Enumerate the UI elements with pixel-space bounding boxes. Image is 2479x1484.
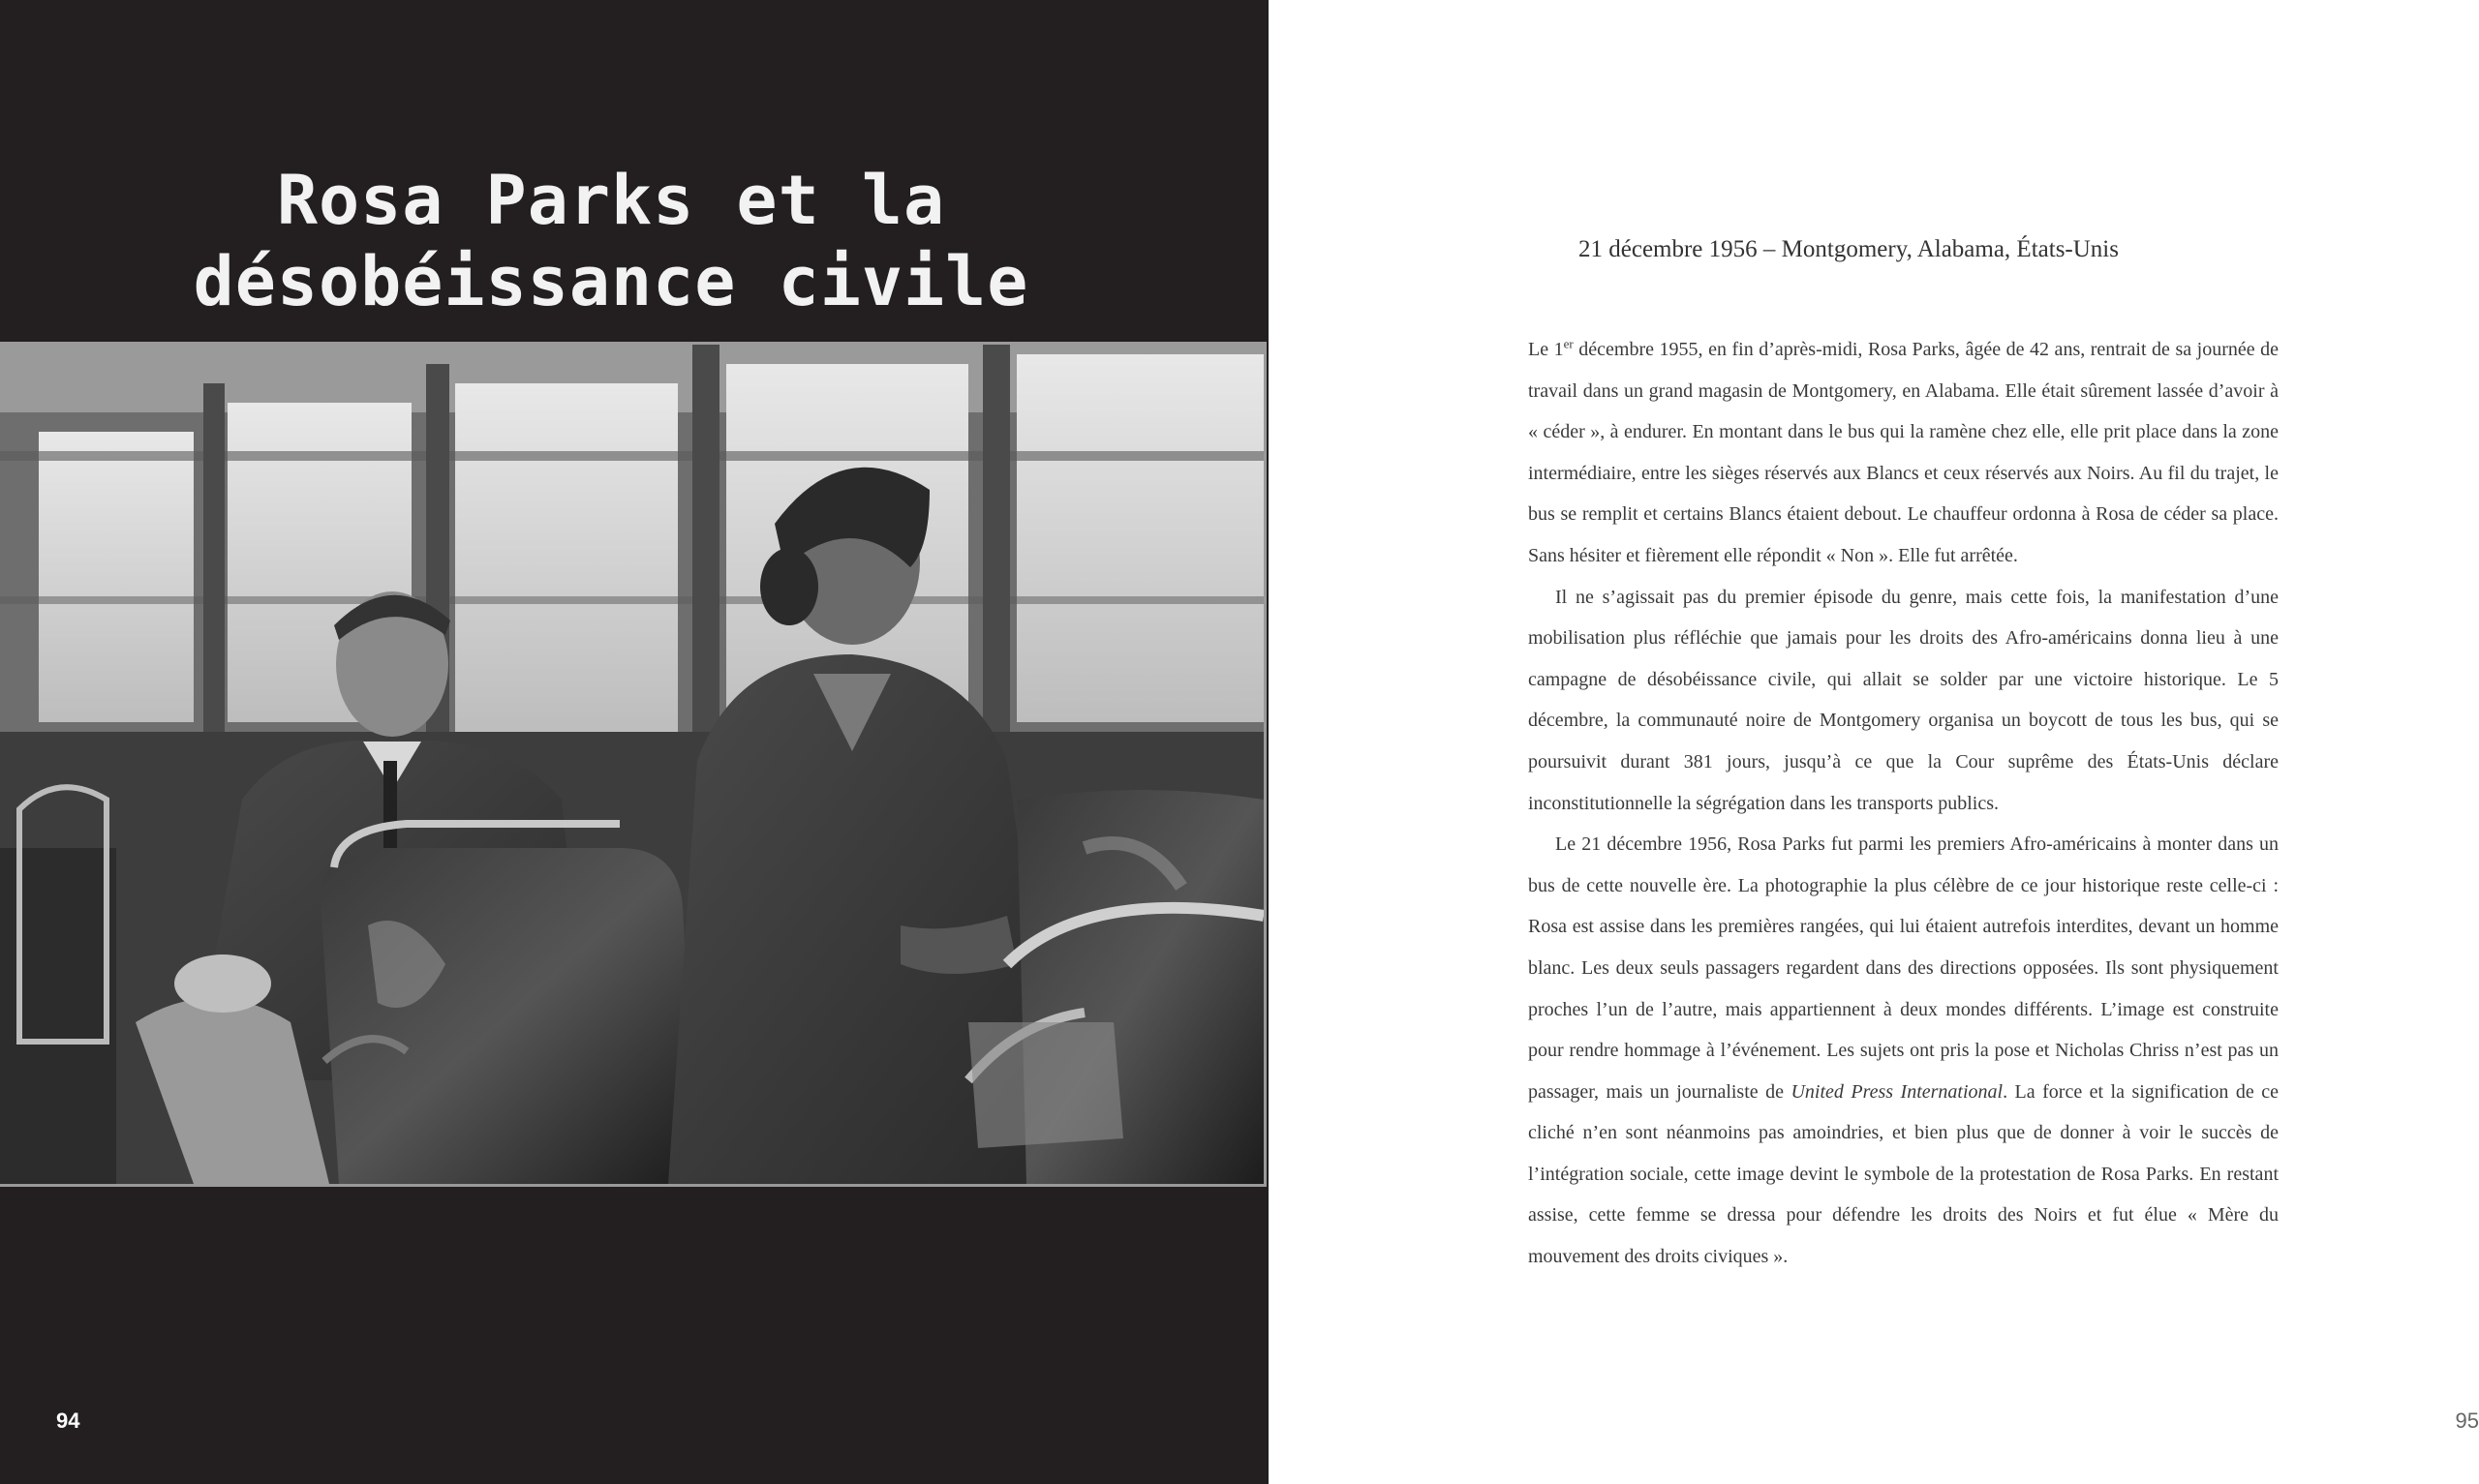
right-page	[1269, 0, 2479, 1484]
chapter-title	[0, 160, 1222, 322]
chapter-title-line-1: Rosa Parks et la	[276, 160, 946, 240]
page-number-left: 94	[56, 1408, 80, 1433]
paragraph-3	[1528, 824, 2279, 1278]
ordinal-superscript: er	[1563, 336, 1574, 351]
paragraph-1	[1528, 329, 2279, 577]
bus-photograph	[0, 342, 1267, 1187]
paragraph-2: Il ne s’agissait pas du premier épisode du genre, mais cette fois, la manifestation d’une mobilisation plus réfléchie que jamais pour les droits des Afro-américains donna lieu à une campagne de désobéissance civile, qui allait se solder par une victoire historique. Le 5 décembre, la communauté noire de Montgomery organisa un boycott de tous les bus, qui se poursuivit durant 381 jours, jusqu’à ce que la Cour suprême des États-Unis déclare inconstitutionnelle la ségrégation dans les transports publics.	[1528, 586, 2279, 814]
bus-photograph-illustration	[0, 345, 1264, 1184]
page-number-right: 95	[2455, 1408, 2479, 1433]
body-text	[1528, 329, 2279, 1278]
paragraph-1-start: Le 1	[1528, 339, 1564, 360]
paragraph-3-start: Le 21 décembre 1956, Rosa Parks fut parmi les premiers Afro-américains à monter dans un bus de cette nouvelle ère. La photographie la plus célèbre de ce jour historique reste celle-ci : Rosa est assise dans les premières rangées, qui lui étaient autrefois interdites, devant un homme blanc. Les deux seuls passagers regardent dans des directions opposées. Ils sont physiquement proches l’un de l’autre, mais appartiennent à deux mondes différents. L’image est construite pour rendre hommage à l’événement. Les sujets ont pris la pose et Nicholas Chriss n’est pas un passager, mais un journaliste de	[1528, 833, 2279, 1103]
paragraph-3-rest: . La force et la signification de ce cliché n’en sont néanmoins pas amoindries, et bien plus que de donner à voir le succès de l’intégration sociale, cette image devint le symbole de la protestation de Rosa Parks. En restant assise, cette femme se dressa pour défendre les droits des Noirs et fut élue « Mère du mouvement des droits civiques ».	[1528, 1080, 2279, 1268]
agency-name: United Press International	[1790, 1080, 2004, 1103]
dateline: 21 décembre 1956 – Montgomery, Alabama, États-Unis	[1578, 236, 2119, 262]
chapter-title-line-2: désobéissance civile	[193, 241, 1029, 321]
paragraph-1-rest: décembre 1955, en fin d’après-midi, Rosa Parks, âgée de 42 ans, rentrait de sa journée de travail dans un grand magasin de Montgomery, en Alabama. Elle était sûrement lassée d’avoir à « céder », à endurer. En montant dans le bus qui la ramène chez elle, elle prit place dans la zone intermédiaire, entre les sièges réservés aux Blancs et ceux réservés aux Noirs. Au fil du trajet, le bus se remplit et certains Blancs étaient debout. Le chauffeur ordonna à Rosa de céder sa place. Sans hésiter et fièrement elle répondit « Non ». Elle fut arrêtée.	[1528, 339, 2280, 566]
